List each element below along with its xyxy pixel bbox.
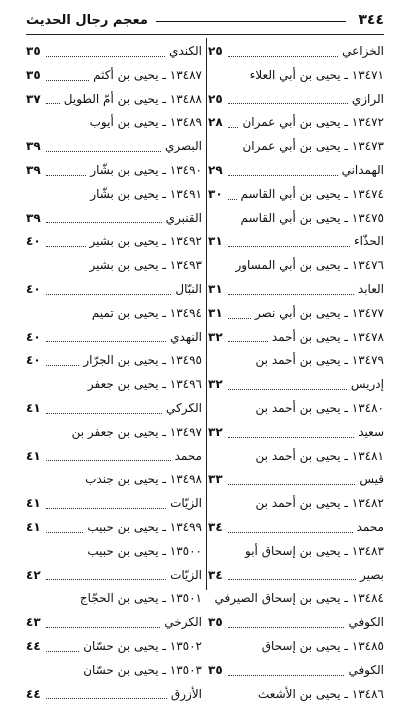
entry-text: الخزاعي [342,44,384,58]
entry-text: ١٣٤٨١ ـ يحيى بن أحمد بن [255,448,384,463]
index-entry [208,468,384,492]
entry-text: إدريس [350,377,384,392]
entry-text: ١٣٤٧٩ ـ يحيى بن أحمد بن [255,353,384,368]
index-entry [26,64,202,88]
index-entry [26,635,202,659]
index-entry [26,88,202,112]
dot-leader [46,55,165,57]
dot-leader [228,198,237,200]
dot-leader [46,174,86,176]
entry-page-number: ٣٩ [26,139,41,154]
index-entry [26,421,202,445]
dot-leader [228,626,344,628]
entry-text: القنبري [165,210,202,225]
entry-text: ١٣٤٩٦ ـ يحيى بن جعفر [87,377,202,392]
dot-leader [228,531,353,533]
dot-leader [46,340,166,342]
entry-page-number: ٤٠ [26,329,41,344]
index-entry [208,659,384,683]
entry-page-number: ٤١ [26,519,41,534]
entry-page-number: ٤٤ [26,686,41,701]
index-entry [208,683,384,706]
index-entry [26,159,202,183]
dot-leader [46,626,160,628]
entry-page-number: ٣١ [208,234,223,249]
dot-leader [46,531,83,533]
entry-text: بصير [360,567,384,582]
index-entry [208,302,384,326]
index-entry [208,540,384,564]
dot-leader [46,102,60,104]
index-entry [208,88,384,112]
entry-text: ١٣٤٧٨ ـ يحيى بن أحمد [271,329,384,344]
index-entry [208,64,384,88]
entry-page-number: ٣٥ [26,44,41,58]
entry-text: ١٣٤٧٢ ـ يحيى بن أبي عمران [242,115,384,130]
entry-page-number: ٤٠ [26,281,41,296]
index-entry [26,564,202,588]
entry-text: ١٣٤٨٣ ـ يحيى بن إسحاق أبو [245,543,384,558]
entry-page-number: ٣٢ [208,377,223,392]
entry-text: ١٣٤٩١ ـ يحيى بن بشّار [90,186,202,201]
entry-text: ١٣٤٩٩ ـ يحيى بن حبيب [87,519,202,534]
entry-page-number: ٤١ [26,448,41,463]
index-entry [26,230,202,254]
dot-leader [228,317,251,319]
entry-text: الكركي [166,400,202,415]
entry-page-number: ٤١ [26,400,41,415]
index-entry [208,587,384,611]
index-entry [26,254,202,278]
entry-page-number: ٣٠ [208,186,223,201]
dot-leader [228,55,338,57]
dot-leader [46,412,162,414]
dot-leader [228,293,354,295]
entry-text: الكوفي [348,662,384,677]
index-entry [208,516,384,540]
index-entry [208,159,384,183]
entry-text: ١٣٤٨٤ ـ يحيى بن إسحاق الصيرفي [214,591,384,606]
entry-text: الأزرق [170,686,202,701]
entry-page-number: ٣٤ [208,519,223,534]
entry-page-number: ٣٢ [208,424,223,439]
entry-text: ١٣٥٠١ ـ يحيى بن الحجّاج [79,591,202,606]
index-entry [26,445,202,469]
index-entry [26,373,202,397]
entry-text: ١٣٤٧٣ ـ يحيى بن أبي عمران [242,139,384,154]
index-entry [208,183,384,207]
index-entry [26,397,202,421]
entry-text: ١٣٤٩٤ ـ يحيى بن تميم [91,305,202,320]
entry-text: الهمداني [341,162,384,177]
dot-leader [46,245,86,247]
index-entry [208,564,384,588]
dot-leader [46,578,166,580]
column-divider [206,38,207,590]
entry-text: ١٣٤٧١ ـ يحيى بن أبي العلاء [249,67,384,82]
index-entry [208,492,384,516]
dot-leader [46,650,79,652]
entry-text: الكندي [169,44,202,58]
entry-page-number: ٣٥ [26,67,41,82]
index-entry [208,207,384,231]
entry-text: ١٣٥٠٣ ـ يحيى بن حسّان [83,662,202,677]
entry-page-number: ٣٥ [208,615,223,630]
entry-text: ١٣٤٩٠ ـ يحيى بن بشّار [90,162,202,177]
entry-page-number: ٣٧ [26,91,41,106]
index-entry [26,540,202,564]
entry-text: ١٣٤٧٤ ـ يحيى بن أبي القاسم [240,186,384,201]
entry-text: ١٣٤٨٠ ـ يحيى بن أحمد بن [255,400,384,415]
entry-page-number: ٣١ [208,305,223,320]
index-entry [26,326,202,350]
entry-page-number: ٣٥ [208,662,223,677]
entry-text: محمد [174,448,202,463]
index-entry [208,40,384,64]
entry-text: ١٣٤٧٦ ـ يحيى بن أبي المساور [235,258,384,273]
dot-leader [46,79,89,81]
dot-leader [228,245,350,247]
index-entry [26,468,202,492]
entry-text: ١٣٤٧٧ ـ يحيى بن أبي نصر [254,305,384,320]
index-entry [208,278,384,302]
index-entry [208,445,384,469]
dot-leader [46,507,166,509]
index-entry [208,373,384,397]
entry-text: النبّال [175,281,202,296]
entry-text: الرازي [351,91,384,106]
entry-page-number: ٣٢ [208,329,223,344]
entry-text: النهدي [170,329,202,344]
entry-text: ١٣٥٠٢ ـ يحيى بن حسّان [83,638,202,653]
entry-page-number: ٣٤ [208,567,223,582]
index-entry [208,135,384,159]
entry-text: ١٣٤٨٧ ـ يحيى بن أكثم [93,67,202,82]
index-entry [26,683,202,706]
entry-page-number: ٢٥ [208,44,223,58]
index-entry [26,611,202,635]
entry-page-number: ٤٢ [26,567,41,582]
entry-text: محمد [356,519,384,534]
index-entry [208,421,384,445]
running-title: معجم رجال الحديث [26,13,148,28]
index-entry [208,397,384,421]
entry-text: الكرخي [164,615,202,630]
entry-text: ١٣٤٩٥ ـ يحيى بن الجرّار [83,353,202,368]
dot-leader [46,221,162,223]
entry-text: ١٣٤٨٨ ـ يحيى بن أمّ الطويل [63,91,202,106]
dot-leader [46,364,79,366]
dot-leader [46,150,161,152]
index-entry [26,207,202,231]
entry-page-number: ٢٥ [208,91,223,106]
index-entry [26,659,202,683]
index-column-right [208,40,384,706]
index-entry [26,587,202,611]
index-entry [26,492,202,516]
dot-leader [46,459,171,461]
dot-leader [228,436,354,438]
dot-leader [228,388,347,390]
dot-leader [228,340,268,342]
index-entry [26,302,202,326]
index-entry [26,278,202,302]
entry-page-number: ٤٠ [26,353,41,368]
dot-leader [228,674,344,676]
top-divider [26,34,384,35]
entry-text: ١٣٤٧٥ ـ يحيى بن أبي القاسم [240,210,384,225]
header-rule [156,21,346,22]
index-entry [208,326,384,350]
index-entry [26,40,202,64]
entry-page-number: ٤٣ [26,615,41,630]
index-entry [26,111,202,135]
index-entry [208,230,384,254]
page-header [26,12,384,30]
dot-leader [228,102,348,104]
index-entry [26,516,202,540]
entry-text: ١٣٤٩٣ ـ يحيى بن بشير [89,258,202,273]
entry-text: قيس [359,472,384,487]
dot-leader [228,126,238,128]
entry-text: الزيّات [170,567,202,582]
entry-text: البصري [164,139,202,154]
entry-text: ١٣٤٩٨ ـ يحيى بن جندب [85,472,202,487]
entry-text: الكوفي [348,615,384,630]
index-entry [208,611,384,635]
entry-page-number: ٣٩ [26,162,41,177]
index-entry [26,135,202,159]
entry-text: ١٣٤٨٦ ـ يحيى بن الأشعث [258,686,384,701]
entry-text: ١٣٥٠٠ ـ يحيى بن حبيب [87,543,202,558]
entry-text: ١٣٤٨٢ ـ يحيى بن أحمد بن [255,496,384,511]
entry-text: ١٣٤٩٢ ـ يحيى بن بشير [89,234,202,249]
entry-page-number: ٤٠ [26,234,41,249]
index-column-left [26,40,202,706]
entry-text: سعيد [358,424,384,439]
entry-text: العابد [357,281,384,296]
dot-leader [46,697,167,699]
entry-page-number: ٤١ [26,496,41,511]
index-entry [208,349,384,373]
entry-page-number: ٣٩ [26,210,41,225]
dot-leader [228,578,356,580]
dot-leader [228,174,338,176]
dot-leader [228,483,355,485]
entry-text: الحذّاء [353,234,384,249]
index-entry [26,349,202,373]
entry-page-number: ٢٨ [208,115,223,130]
index-entry [26,183,202,207]
entry-page-number: ٢٩ [208,162,223,177]
page-number: ٣٤٤ [358,12,384,28]
dot-leader [46,293,171,295]
entry-page-number: ٣١ [208,281,223,296]
entry-page-number: ٤٤ [26,638,41,653]
entry-text: الزيّات [170,496,202,511]
entry-page-number: ٣٣ [208,472,223,487]
index-entry [208,635,384,659]
entry-text: ١٣٤٨٩ ـ يحيى بن أيوب [89,115,202,130]
entry-text: ١٣٤٨٥ ـ يحيى بن إسحاق [261,638,384,653]
entry-text: ١٣٤٩٧ ـ يحيى بن جعفر بن [71,424,202,439]
index-entry [208,254,384,278]
index-entry [208,111,384,135]
